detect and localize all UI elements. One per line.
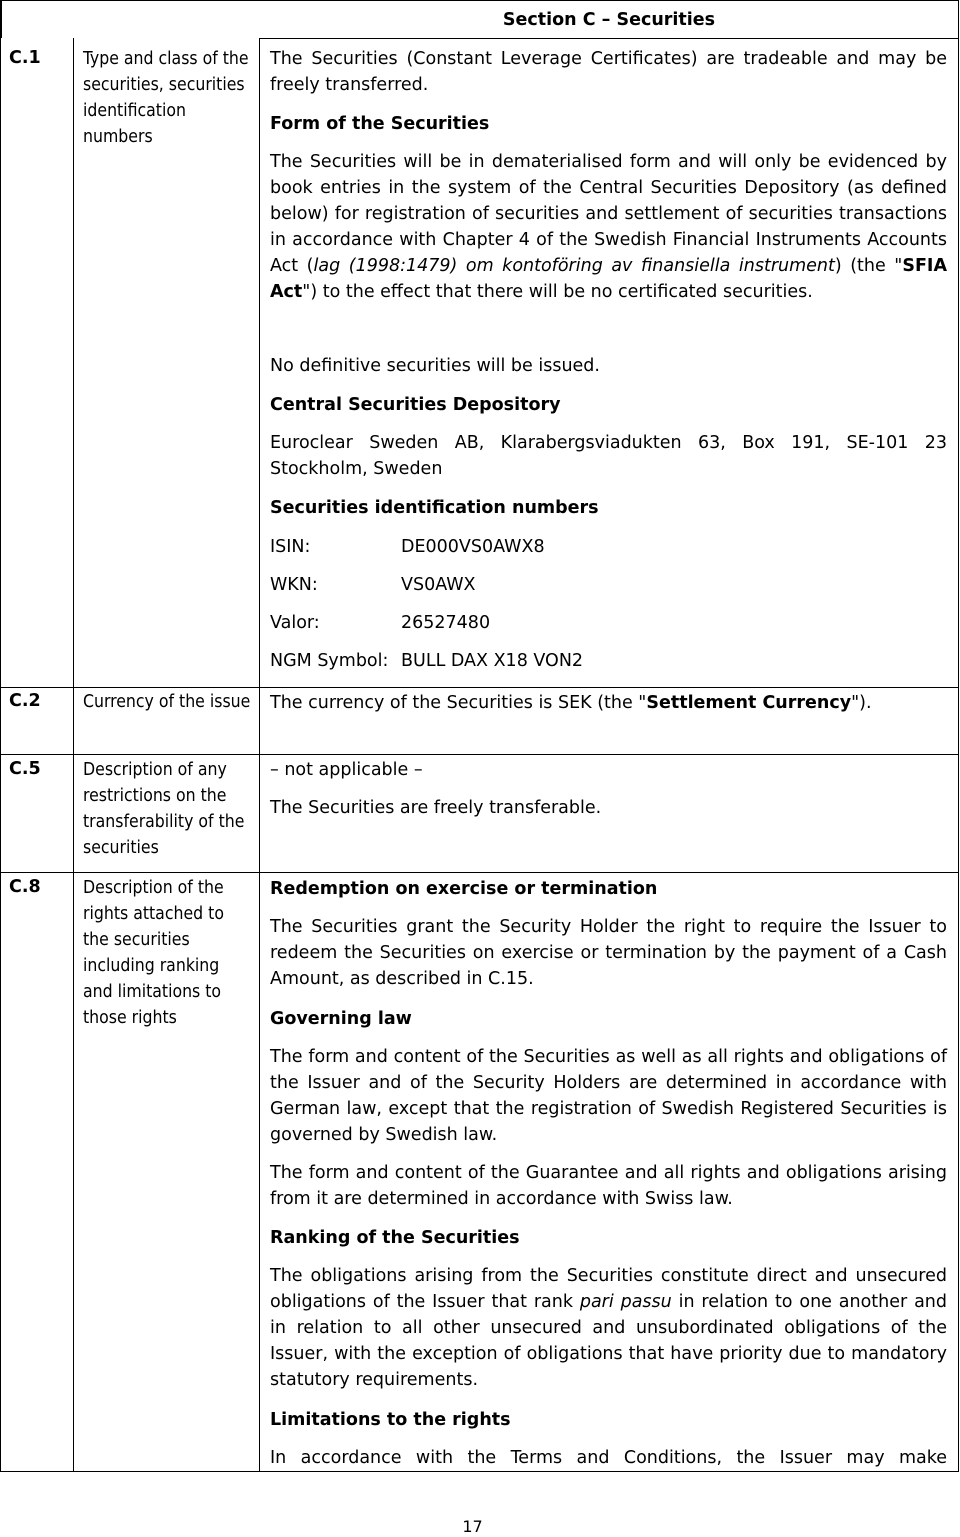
id-value: VS0AWX bbox=[401, 575, 476, 595]
subheading: Ranking of the Securities bbox=[270, 1228, 520, 1248]
subheading: Governing law bbox=[270, 1009, 412, 1029]
row-text: The Securities grant the Security Holder the right to require the Issuer to redeem the Securities on exercise or termination by the payment of a Cash Amount, as described in C.15. bbox=[270, 917, 947, 989]
id-label: NGM Symbol: bbox=[270, 651, 389, 671]
subheading: Securities identification numbers bbox=[270, 498, 599, 518]
row-text: In accordance with the Terms and Conditions, the Issuer may make bbox=[270, 1448, 947, 1468]
table-rule bbox=[1, 754, 958, 755]
id-value: DE000VS0AWX8 bbox=[401, 537, 545, 557]
row-text: The form and content of the Guarantee and all rights and obligations arising from it are determined in accordance with Swiss law. bbox=[270, 1163, 947, 1209]
subheading: Central Securities Depository bbox=[270, 395, 561, 415]
table-rule bbox=[1, 687, 958, 688]
subheading: Redemption on exercise or termination bbox=[270, 879, 658, 899]
section-heading bbox=[260, 1, 958, 39]
row-label: Description of the rights attached to the securities including ranking and limitations to those rights bbox=[83, 878, 224, 1028]
row-text: Euroclear Sweden AB, Klarabergsviadukten 63, Box 191, SE-101 23 Stockholm, Sweden bbox=[270, 433, 947, 479]
page-number: 17 bbox=[462, 1517, 483, 1536]
id-label: Valor: bbox=[270, 613, 320, 633]
row-text: The Securities are freely transferable. bbox=[270, 798, 602, 818]
row-text: The currency of the Securities is SEK (the "Settlement Currency"). bbox=[270, 693, 872, 713]
row-text: The form and content of the Securities as well as all rights and obligations of the Issuer and of the Security Holders are determined in accordance with German law, except that the registration of Swedish Registered Securities is governed by Swedish law. bbox=[270, 1047, 947, 1145]
row-text: No definitive securities will be issued. bbox=[270, 356, 600, 376]
row-label: Currency of the issue bbox=[83, 692, 251, 712]
id-value: BULL DAX X18 VON2 bbox=[401, 651, 584, 671]
table-rule bbox=[1, 1, 2, 38]
id-label: ISIN: bbox=[270, 537, 311, 557]
row-text: The obligations arising from the Securities constitute direct and unsecured obligations of the Issuer that rank pari passu in relation to one another and in relation to all other unsecured and unsubordinated obligations of the Issuer, with the exception of obligations that have priority due to mandatory statutory requirements. bbox=[270, 1266, 947, 1390]
row-text: – not applicable – bbox=[270, 760, 423, 780]
id-label: WKN: bbox=[270, 575, 318, 595]
row-text: The Securities will be in dematerialised form and will only be evidenced by book entries in the system of the Central Securities Depository (as defined below) for registration of securities and settlement of securities transactions in accordance with Chapter 4 of the Swedish Financial Instruments Accounts Act (lag (1998:1479) om kontoföring av finansiella instrument) (the "SFIA Act") to the effect that there will be no certificated securities. bbox=[270, 152, 947, 302]
row-code: C.5 bbox=[9, 759, 41, 779]
row-code: C.8 bbox=[9, 877, 41, 897]
section-title: Section C – Securities bbox=[502, 10, 716, 30]
subheading: Form of the Securities bbox=[270, 114, 490, 134]
row-text: The Securities (Constant Leverage Certificates) are tradeable and may be freely transferred. bbox=[270, 49, 947, 95]
id-value: 26527480 bbox=[401, 613, 491, 633]
row-label: Type and class of the securities, securities identification numbers bbox=[83, 49, 249, 147]
row-code: C.1 bbox=[9, 48, 41, 68]
row-code: C.2 bbox=[9, 691, 41, 711]
subheading: Limitations to the rights bbox=[270, 1410, 511, 1430]
table-rule bbox=[1, 872, 958, 873]
row-label: Description of any restrictions on the transferability of the securities bbox=[83, 760, 245, 858]
